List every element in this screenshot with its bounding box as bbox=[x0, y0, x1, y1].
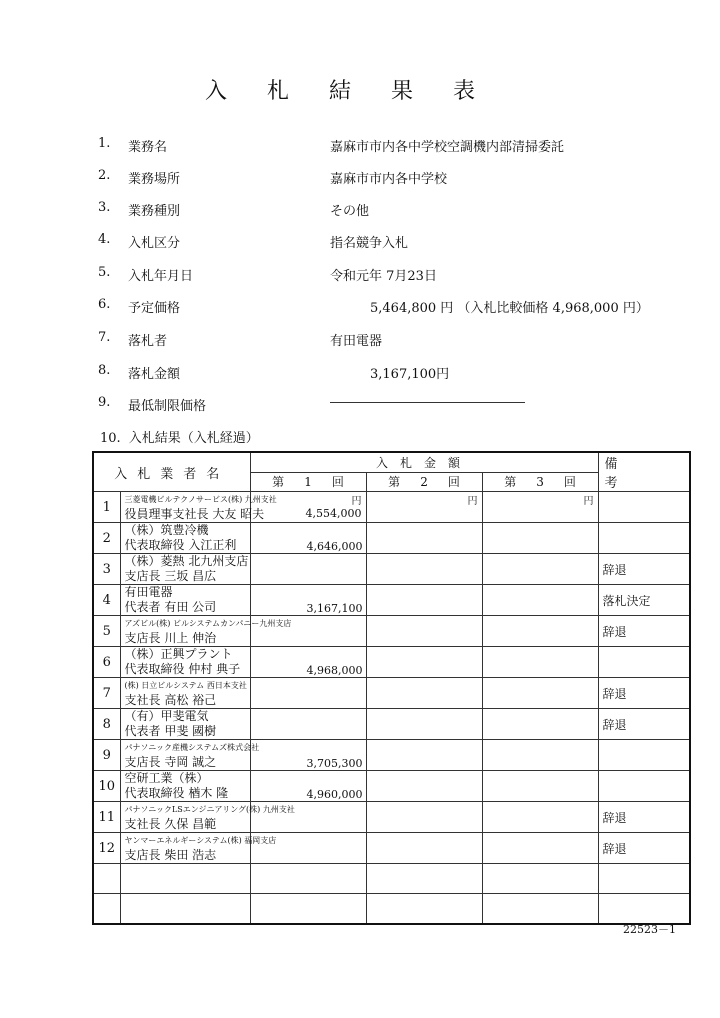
bidder-company: （株）筑豊冷機 bbox=[124, 523, 209, 537]
row-note: 辞退 bbox=[598, 554, 690, 585]
row-note bbox=[598, 740, 690, 771]
empty-cell bbox=[482, 864, 598, 894]
bidder-company: 有田電器 bbox=[124, 585, 173, 599]
row-number: 8 bbox=[93, 709, 120, 740]
bidder-name bbox=[120, 523, 250, 554]
row-number: 7 bbox=[93, 678, 120, 709]
bid-cell-round-2 bbox=[366, 709, 482, 740]
table-row bbox=[93, 802, 690, 833]
row-note: 辞退 bbox=[598, 802, 690, 833]
bid-cell-round-1 bbox=[250, 678, 366, 709]
info-value: ――――――――――――――― bbox=[330, 395, 525, 410]
yen-unit: 円 bbox=[583, 496, 594, 507]
bid-cell-round-2 bbox=[366, 616, 482, 647]
row-number: 2 bbox=[93, 523, 120, 554]
bidder-representative: 支社長 高松 裕己 bbox=[124, 693, 217, 707]
table-row bbox=[93, 678, 690, 709]
row-note bbox=[598, 492, 690, 523]
bid-cell-round-2 bbox=[366, 740, 482, 771]
info-value: 3,167,100円 bbox=[370, 367, 450, 382]
bidder-representative: 代表取締役 仲村 典子 bbox=[124, 662, 241, 676]
bidder-name bbox=[120, 554, 250, 585]
row-note bbox=[598, 647, 690, 678]
table-row bbox=[93, 771, 690, 802]
bid-cell-round-2 bbox=[366, 492, 482, 523]
yen-unit: 円 bbox=[351, 496, 362, 507]
info-number: 2. bbox=[98, 168, 111, 183]
header-note bbox=[598, 452, 690, 492]
header-round-text: 3 bbox=[536, 475, 544, 490]
info-number: 8. bbox=[98, 363, 111, 378]
bid-cell-round-3 bbox=[482, 554, 598, 585]
empty-cell bbox=[93, 864, 120, 894]
row-number: 4 bbox=[93, 585, 120, 616]
bid-cell-round-3 bbox=[482, 833, 598, 864]
row-note: 辞退 bbox=[598, 709, 690, 740]
bidder-representative: 役員理事支社長 大友 昭夫 bbox=[124, 507, 265, 521]
bidder-company: パナソニック産機システムズ株式会社 bbox=[124, 743, 260, 752]
row-number: 1 bbox=[93, 492, 120, 523]
bidder-representative: 支店長 柴田 浩志 bbox=[124, 848, 217, 862]
empty-cell bbox=[366, 864, 482, 894]
table-row bbox=[93, 709, 690, 740]
table-row bbox=[93, 833, 690, 864]
page-title: 入札結果表 bbox=[204, 79, 515, 104]
bid-cell-round-3 bbox=[482, 585, 598, 616]
info-label: 予定価格 bbox=[128, 301, 181, 316]
table-row bbox=[93, 616, 690, 647]
bid-amount-round-1: 4,554,000 bbox=[305, 507, 362, 520]
page-number: 22523－1 bbox=[623, 923, 676, 936]
bid-cell-round-1: 3,167,100 bbox=[250, 585, 366, 616]
bid-cell-round-2 bbox=[366, 647, 482, 678]
bid-cell-round-3 bbox=[482, 523, 598, 554]
header-bid-amount: 入札金額 bbox=[250, 452, 598, 472]
bid-cell-round-3 bbox=[482, 802, 598, 833]
bid-cell-round-3 bbox=[482, 647, 598, 678]
bidder-name bbox=[120, 647, 250, 678]
bidder-representative: 支社長 久保 昌範 bbox=[124, 817, 217, 831]
info-value: その他 bbox=[330, 204, 370, 219]
bid-cell-round-1 bbox=[250, 554, 366, 585]
header-bidder-name: 入札業者名 bbox=[93, 452, 250, 492]
bidder-name bbox=[120, 740, 260, 771]
bidder-representative: 支店長 寺岡 誠之 bbox=[124, 755, 217, 769]
table-row bbox=[93, 554, 690, 585]
section-10-label: 入札結果（入札経過） bbox=[128, 431, 259, 446]
bidder-representative: 支店長 三坂 昌広 bbox=[124, 569, 217, 583]
bid-cell-round-2 bbox=[366, 833, 482, 864]
header-note-text: 備考 bbox=[604, 457, 666, 491]
header-round-text: 第 bbox=[388, 475, 401, 490]
empty-cell bbox=[120, 864, 250, 894]
row-number: 6 bbox=[93, 647, 120, 678]
table-row bbox=[93, 647, 690, 678]
empty-cell bbox=[482, 894, 598, 924]
section-10-heading bbox=[100, 427, 267, 446]
bid-cell-round-2 bbox=[366, 678, 482, 709]
bid-cell-round-1: 4,960,000 bbox=[250, 771, 366, 802]
info-label: 業務種別 bbox=[128, 204, 181, 219]
info-number: 9. bbox=[98, 395, 111, 410]
bid-cell-round-3 bbox=[482, 492, 598, 523]
bid-cell-round-2 bbox=[366, 523, 482, 554]
empty-cell bbox=[250, 864, 366, 894]
bid-cell-round-2 bbox=[366, 554, 482, 585]
row-number: 12 bbox=[93, 833, 120, 864]
bid-cell-round-1: 4,646,000 bbox=[250, 523, 366, 554]
info-value: 令和元年 7月23日 bbox=[330, 269, 437, 284]
info-value: 指名競争入札 bbox=[330, 236, 409, 251]
info-label: 落札金額 bbox=[128, 367, 181, 382]
header-round-2 bbox=[366, 472, 482, 491]
bidder-representative: 支店長 川上 伸治 bbox=[124, 631, 217, 645]
empty-cell bbox=[366, 894, 482, 924]
bidder-name bbox=[120, 492, 277, 523]
bid-cell-round-3 bbox=[482, 771, 598, 802]
empty-cell bbox=[598, 864, 690, 894]
bidder-representative: 代表取締役 楢木 隆 bbox=[124, 786, 229, 800]
header-round-text: 第 bbox=[504, 475, 517, 490]
info-number: 5. bbox=[98, 265, 111, 280]
bidder-company: 三菱電機ビルテクノサービス(株) 九州支社 bbox=[124, 495, 277, 504]
empty-row bbox=[93, 894, 690, 924]
info-number: 4. bbox=[98, 232, 111, 247]
empty-cell bbox=[120, 894, 250, 924]
bid-cell-round-3 bbox=[482, 740, 598, 771]
row-number: 11 bbox=[93, 802, 120, 833]
bidder-name bbox=[120, 616, 292, 647]
table-row bbox=[93, 740, 690, 771]
header-round-1 bbox=[250, 472, 366, 491]
table-row bbox=[93, 523, 690, 554]
bid-cell-round-1: 3,705,300 bbox=[250, 740, 366, 771]
info-value: 嘉麻市市内各中学校 bbox=[330, 172, 448, 187]
bidder-name bbox=[120, 709, 250, 740]
info-label: 業務名 bbox=[128, 140, 168, 155]
info-number: 6. bbox=[98, 297, 111, 312]
empty-cell bbox=[598, 894, 690, 924]
bid-cell-round-2 bbox=[366, 771, 482, 802]
bid-cell-round-3 bbox=[482, 678, 598, 709]
empty-row bbox=[93, 864, 690, 894]
header-round-text: 1 bbox=[304, 475, 312, 490]
row-note: 辞退 bbox=[598, 833, 690, 864]
bidder-company: （株）菱熱 北九州支店 bbox=[124, 554, 249, 568]
info-number: 1. bbox=[98, 136, 111, 151]
info-value: 嘉麻市市内各中学校空調機内部清掃委託 bbox=[330, 140, 565, 155]
table-row bbox=[93, 585, 690, 616]
bidder-name bbox=[120, 771, 250, 802]
info-label: 落札者 bbox=[128, 334, 168, 349]
row-note: 辞退 bbox=[598, 616, 690, 647]
bid-cell-round-3 bbox=[482, 616, 598, 647]
bidder-company: ヤンマーエネルギーシステム(株) 福岡支店 bbox=[124, 836, 277, 845]
info-number: 3. bbox=[98, 200, 111, 215]
bid-cell-round-3 bbox=[482, 709, 598, 740]
row-note: 落札決定 bbox=[598, 585, 690, 616]
bidder-representative: 代表者 甲斐 國樹 bbox=[124, 724, 217, 738]
bidder-company: (株) 日立ビルシステム 西日本支社 bbox=[124, 681, 247, 690]
section-10-number: 10. bbox=[100, 431, 121, 446]
bid-cell-round-1 bbox=[250, 492, 366, 523]
info-label: 入札区分 bbox=[128, 236, 181, 251]
table-row bbox=[93, 492, 690, 523]
row-note bbox=[598, 771, 690, 802]
bid-cell-round-2 bbox=[366, 802, 482, 833]
empty-cell bbox=[250, 894, 366, 924]
bidder-company: （株）正興プラント bbox=[124, 647, 233, 661]
bidder-company: （有）甲斐電気 bbox=[124, 709, 209, 723]
bidder-company: アズビル(株) ビルシステムカンパニー九州支店 bbox=[124, 619, 292, 628]
bid-result-table bbox=[92, 451, 691, 925]
bid-cell-round-1: 4,968,000 bbox=[250, 647, 366, 678]
row-number: 3 bbox=[93, 554, 120, 585]
row-number: 9 bbox=[93, 740, 120, 771]
bidder-name bbox=[120, 802, 295, 833]
row-note bbox=[598, 523, 690, 554]
row-number: 10 bbox=[93, 771, 120, 802]
header-round-text: 回 bbox=[563, 475, 576, 490]
bid-cell-round-2 bbox=[366, 585, 482, 616]
info-label: 業務場所 bbox=[128, 172, 181, 187]
row-number: 5 bbox=[93, 616, 120, 647]
yen-unit: 円 bbox=[467, 496, 478, 507]
bid-cell-round-1 bbox=[250, 709, 366, 740]
info-number: 7. bbox=[98, 330, 111, 345]
bidder-company: パナソニックLSエンジニアリング(株) 九州支社 bbox=[124, 805, 295, 814]
header-round-text: 2 bbox=[420, 475, 428, 490]
bidder-representative: 代表者 有田 公司 bbox=[124, 600, 217, 614]
bidder-representative: 代表取締役 入江正利 bbox=[124, 538, 237, 552]
bidder-name bbox=[120, 833, 277, 864]
bidder-name bbox=[120, 585, 250, 616]
header-round-text: 第 bbox=[272, 475, 285, 490]
bidder-company: 空研工業（株） bbox=[124, 771, 209, 785]
empty-cell bbox=[93, 894, 120, 924]
info-value: 有田電器 bbox=[330, 334, 383, 349]
info-value: 5,464,800 円 （入札比較価格 4,968,000 円） bbox=[370, 301, 649, 316]
header-round-3 bbox=[482, 472, 598, 491]
bidder-name bbox=[120, 678, 250, 709]
info-label: 最低制限価格 bbox=[128, 399, 207, 414]
info-label: 入札年月日 bbox=[128, 269, 194, 284]
header-round-text: 回 bbox=[331, 475, 344, 490]
row-note: 辞退 bbox=[598, 678, 690, 709]
header-round-text: 回 bbox=[447, 475, 460, 490]
